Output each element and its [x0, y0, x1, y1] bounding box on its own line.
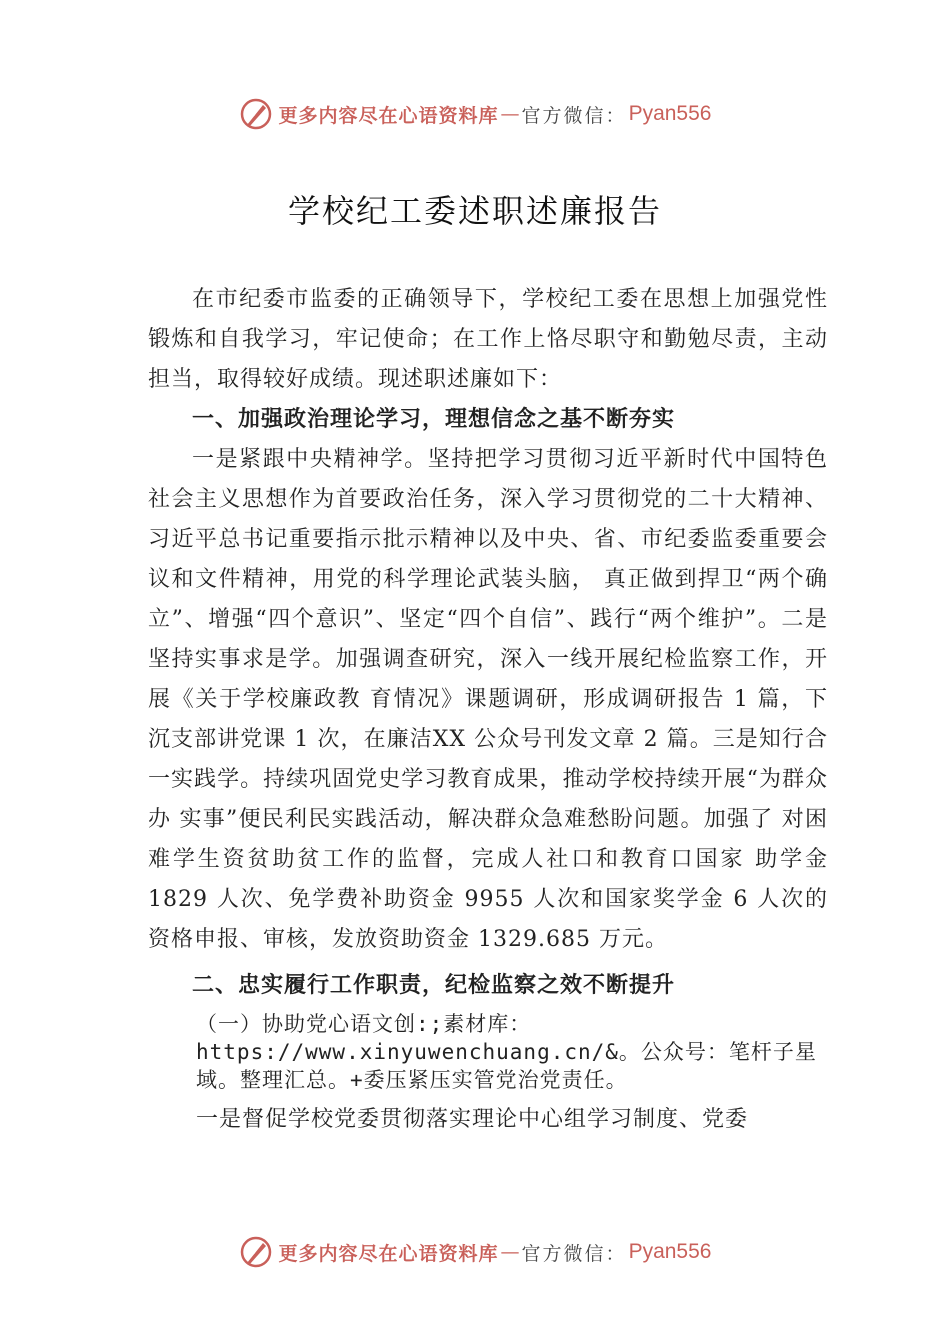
subsection-1-line: （一）协助党心语文创:;素材库：https://www.xinyuwenchuang.cn/&。公众号：笔杆子星域。整理汇总。+委压紧压实管党治党责任。	[196, 1012, 817, 1092]
banner-text: 更多内容尽在心语资料库	[278, 1242, 499, 1265]
document-title: 学校纪工委述职述廉报告	[287, 192, 662, 230]
banner-text: 更多内容尽在心语资料库	[278, 104, 499, 127]
banner-label: 官方微信：	[521, 104, 627, 127]
feather-pen-logo-icon	[239, 1235, 273, 1269]
banner-wechat-id: Pyan556	[628, 102, 712, 125]
footer-banner	[0, 1232, 950, 1272]
section-heading-2: 二、忠实履行工作职责，纪检监察之效不断提升	[192, 973, 676, 998]
section-1-paragraph: 一是紧跟中央精神学。坚持把学习贯彻习近平新时代中国特色社会主义思想作为首要政治任务，深入学习贯彻党的二十大精神、习近平总书记重要指示批示精神以及中央、省、市纪委监委重要会议和文件精神，用党的科学理论武装头脑， 真正做到捍卫“两个确立”、增强“四个意识”、坚定“四个自信”、践行“两个维护”。二是坚持实事求是学。加强调查研究，深入一线开展纪检监察工作，开展《关于学校廉政教 育情况》课题调研，形成调研报告 1 篇，下沉支部讲党课 1 次，在廉洁XX 公众号刊发文章 2 篇。三是知行合一实践学。持续巩固党史学习教育成果，推动学校持续开展“为群众办 实事”便民利民实践活动，解决群众急难愁盼问题。加强了 对困难学生资贫助贫工作的监督，完成人社口和教育口国家 助学金 1829 人次、免学费补助资金 9955 人次和国家奖学金 6 人次的资格申报、审核，发放资助资金 1329.685 万元。	[148, 447, 828, 952]
feather-pen-logo-icon	[239, 97, 273, 131]
banner-label: 官方微信：	[521, 1242, 627, 1265]
intro-paragraph: 在市纪委市监委的正确领导下，学校纪工委在思想上加强党性锻炼和自我学习，牢记使命；在工作上恪尽职守和勤勉尽责，主动担当，取得较好成绩。现述职述廉如下：	[148, 287, 828, 392]
banner-dash: —	[500, 103, 520, 125]
banner-wechat-id: Pyan556	[628, 1240, 712, 1263]
section-heading-1: 一、加强政治理论学习，理想信念之基不断夯实	[192, 407, 676, 432]
header-banner	[0, 94, 950, 134]
document-body	[148, 280, 828, 1140]
banner-dash: —	[500, 1241, 520, 1263]
section-2-paragraph: 一是督促学校党委贯彻落实理论中心组学习制度、党委	[196, 1107, 749, 1132]
